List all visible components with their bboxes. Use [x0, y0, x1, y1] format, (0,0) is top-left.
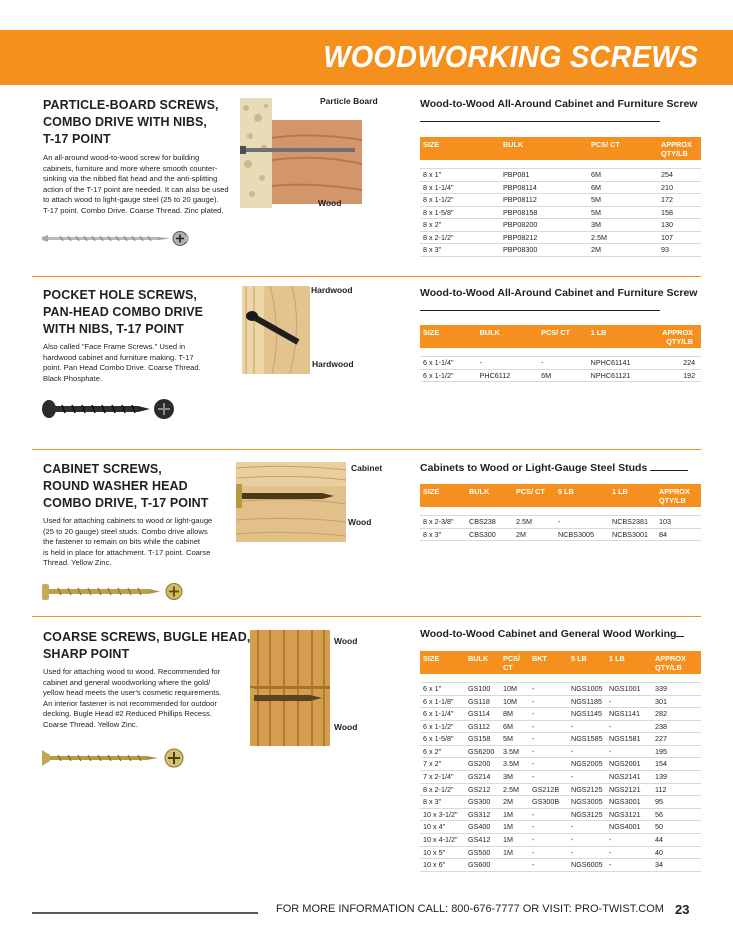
- description-line: Coarse Thread. Yellow Zinc.: [43, 719, 138, 729]
- table-cell: GS400: [465, 821, 500, 834]
- title-rule: [650, 461, 688, 471]
- section-4-description: [43, 667, 233, 731]
- table-cell: 8 x 1": [420, 168, 500, 181]
- table-cell: 1M: [500, 846, 529, 859]
- table-row: [420, 194, 701, 207]
- table-cell: GS212B: [529, 783, 568, 796]
- table-cell: CBS300: [466, 528, 513, 541]
- table-cell: -: [529, 846, 568, 859]
- table-cell: -: [538, 356, 588, 369]
- section-divider: [32, 616, 701, 617]
- table-cell: -: [529, 733, 568, 746]
- table-cell: 107: [658, 231, 701, 244]
- table-title-text: Wood-to-Wood All-Around Cabinet and Furniture Screw: [420, 98, 698, 110]
- table-cell: 5M: [588, 206, 658, 219]
- table-cell: GS100: [465, 682, 500, 695]
- table-cell: 195: [652, 745, 701, 758]
- section-1-table: [420, 137, 701, 257]
- description-line: T-17 point. Combo Drive. Coarse Thread. Zinc plated.: [43, 205, 224, 215]
- illustration-label: Wood: [334, 636, 358, 646]
- table-cell: 84: [656, 528, 701, 541]
- table-cell: -: [529, 834, 568, 847]
- header-cell: PCS/ CT: [500, 651, 529, 674]
- description-line: Used for attaching cabinets to wood or light-gauge: [43, 516, 213, 525]
- illustration-label: Wood: [334, 722, 358, 732]
- table-cell: 10 x 5": [420, 846, 465, 859]
- table-cell: -: [568, 834, 606, 847]
- section-4-table: [420, 651, 701, 872]
- spacer-cell: [420, 674, 701, 682]
- footer-rule: [32, 912, 258, 914]
- section-1-description: [43, 153, 233, 217]
- section-4-title: [43, 629, 250, 663]
- description-line: Also called "Face Frame Screws." Used in: [43, 342, 186, 351]
- table-cell: 3.5M: [500, 758, 529, 771]
- title-line: COMBO DRIVE, T-17 POINT: [43, 496, 209, 510]
- table-body: [420, 160, 701, 256]
- table-cell: 7 x 2": [420, 758, 465, 771]
- table-cell: 8 x 3": [420, 796, 465, 809]
- table-cell: NCBS3001: [609, 528, 656, 541]
- table-cell: -: [568, 821, 606, 834]
- table-cell: 8 x 1-5/8": [420, 206, 500, 219]
- coarse-screw-image: [40, 745, 190, 771]
- table-cell: 6 x 1": [420, 682, 465, 695]
- description-line: An all-around wood-to-wood screw for building: [43, 153, 200, 162]
- table-row: [420, 369, 701, 382]
- table-cell: -: [568, 846, 606, 859]
- header-cell: BULK: [465, 651, 500, 674]
- table-cell: 224: [659, 356, 701, 369]
- table-row: [420, 181, 701, 194]
- table-cell: 192: [659, 369, 701, 382]
- table-cell: PBP08158: [500, 206, 588, 219]
- table-cell: 5M: [588, 194, 658, 207]
- description-line: An interior fastener is not recommended for outdoor: [43, 698, 217, 708]
- description-line: Thread. Yellow Zinc.: [43, 558, 112, 568]
- table-cell: 56: [652, 808, 701, 821]
- table-cell: 2M: [513, 528, 555, 541]
- table-cell: 3M: [588, 219, 658, 232]
- table-cell: NGS3125: [568, 808, 606, 821]
- table-cell: -: [529, 808, 568, 821]
- header-cell: BULK: [477, 325, 539, 348]
- table-cell: -: [529, 695, 568, 708]
- cabinet-screw-image: [40, 579, 190, 605]
- table-cell: 8 x 1-1/2": [420, 194, 500, 207]
- table-cell: NGS2125: [568, 783, 606, 796]
- table-cell: 6 x 1-1/8": [420, 695, 465, 708]
- table-cell: 6M: [588, 168, 658, 181]
- section-1-table-title: [420, 97, 698, 127]
- header-cell: SIZE: [420, 325, 477, 348]
- table-cell: 6M: [538, 369, 588, 382]
- table-row: [420, 528, 701, 541]
- table-header-row: [420, 325, 701, 348]
- table-title-text: Wood-to-Wood All-Around Cabinet and Furniture Screw: [420, 287, 698, 299]
- table-spacer-row: [420, 160, 701, 168]
- title-line: SHARP POINT: [43, 647, 130, 661]
- title-line: PARTICLE-BOARD SCREWS,: [43, 98, 219, 112]
- table-cell: NGS2001: [606, 758, 652, 771]
- section-divider: [32, 449, 701, 450]
- table-cell: 1M: [500, 834, 529, 847]
- table-cell: CBS238: [466, 515, 513, 528]
- table-cell: 3M: [500, 771, 529, 784]
- table-cell: NGS6005: [568, 859, 606, 872]
- table-row: [420, 708, 701, 721]
- header-cell: APPROX QTY/LB: [658, 137, 701, 160]
- header-cell: 5 LB: [568, 651, 606, 674]
- description-line: cabinet and general woodworking where the gold/: [43, 677, 211, 687]
- table-header-row: [420, 137, 701, 160]
- description-line: yellow head meets the user's cosmetic requirements.: [43, 688, 222, 698]
- table-cell: GS500: [465, 846, 500, 859]
- table-cell: 40: [652, 846, 701, 859]
- table-row: [420, 821, 701, 834]
- header-cell: SIZE: [420, 484, 466, 507]
- table-cell: 34: [652, 859, 701, 872]
- title-line: PAN-HEAD COMBO DRIVE: [43, 305, 204, 319]
- table-header-row: [420, 484, 701, 507]
- table-cell: 10 x 3-1/2": [420, 808, 465, 821]
- table-cell: NGS1005: [568, 682, 606, 695]
- table-cell: 238: [652, 720, 701, 733]
- table-cell: -: [529, 745, 568, 758]
- table-cell: 6M: [588, 181, 658, 194]
- description-line: (25 to 20 gauge) steel studs. Combo drive allows: [43, 526, 208, 536]
- table-body: [420, 674, 701, 871]
- table-cell: PBP08200: [500, 219, 588, 232]
- title-line: COARSE SCREWS, BUGLE HEAD,: [43, 630, 251, 644]
- table-cell: 8 x 2-3/8": [420, 515, 466, 528]
- table-cell: 6 x 1-1/2": [420, 720, 465, 733]
- table-row: [420, 859, 701, 872]
- table-cell: 1M: [500, 808, 529, 821]
- header-cell: 5 LB: [555, 484, 609, 507]
- table-cell: 6M: [500, 720, 529, 733]
- table-title-text: Wood-to-Wood Cabinet and General Wood Working: [420, 628, 677, 640]
- table-cell: 2M: [500, 796, 529, 809]
- title-rule: [420, 301, 660, 311]
- section-divider: [32, 276, 701, 277]
- table-cell: NCBS3005: [555, 528, 609, 541]
- table-cell: 8M: [500, 708, 529, 721]
- table-cell: 10M: [500, 682, 529, 695]
- spacer-cell: [420, 507, 701, 515]
- table-cell: 1M: [500, 821, 529, 834]
- table-cell: 10 x 4-1/2": [420, 834, 465, 847]
- table-cell: 95: [652, 796, 701, 809]
- table-spacer-row: [420, 674, 701, 682]
- section-2-table: [420, 325, 701, 382]
- illustration-label: Wood: [348, 517, 372, 527]
- table-cell: 10M: [500, 695, 529, 708]
- section-3-description: [43, 516, 233, 569]
- table-cell: 227: [652, 733, 701, 746]
- illustration-label: Hardwood: [312, 359, 354, 369]
- title-rule: [676, 627, 684, 637]
- table-cell: NGS1585: [568, 733, 606, 746]
- table-cell: 2.5M: [588, 231, 658, 244]
- table-cell: NGS3121: [606, 808, 652, 821]
- table-row: [420, 771, 701, 784]
- section-3-table: [420, 484, 701, 541]
- table-cell: GS200: [465, 758, 500, 771]
- table-row: [420, 834, 701, 847]
- footer-contact: FOR MORE INFORMATION CALL: 800-676-7777 OR VISIT: PRO-TWIST.COM: [276, 903, 664, 915]
- section-2-title: [43, 287, 203, 338]
- title-line: T-17 POINT: [43, 132, 111, 146]
- table-cell: NGS2121: [606, 783, 652, 796]
- spacer-cell: [420, 160, 701, 168]
- table-body: [420, 348, 701, 381]
- header-cell: BKT: [529, 651, 568, 674]
- table-cell: -: [606, 859, 652, 872]
- description-line: hardwood cabinet and furniture making. T-17: [43, 352, 194, 362]
- table-cell: NGS3005: [568, 796, 606, 809]
- title-line: COMBO DRIVE WITH NIBS,: [43, 115, 208, 129]
- table-cell: -: [606, 846, 652, 859]
- table-row: [420, 231, 701, 244]
- wood-illustration: [250, 630, 330, 746]
- header-banner: [0, 30, 733, 85]
- illustration-label: Wood: [318, 198, 342, 208]
- table-row: [420, 219, 701, 232]
- table-cell: 8 x 2-1/2": [420, 231, 500, 244]
- description-line: Black Phosphate.: [43, 373, 103, 383]
- table-cell: -: [529, 859, 568, 872]
- title-line: ROUND WASHER HEAD: [43, 479, 188, 493]
- table-cell: 301: [652, 695, 701, 708]
- description-line: action of the T-17 point are needed. It can also be used: [43, 184, 229, 194]
- table-cell: 93: [658, 244, 701, 257]
- table-row: [420, 695, 701, 708]
- table-cell: 2M: [588, 244, 658, 257]
- header-cell: SIZE: [420, 651, 465, 674]
- title-rule: [420, 112, 660, 122]
- table-cell: NGS4001: [606, 821, 652, 834]
- section-3-table-title: [420, 461, 698, 476]
- table-cell: NGS2141: [606, 771, 652, 784]
- header-cell: APPROX QTY/LB: [656, 484, 701, 507]
- table-cell: NGS1001: [606, 682, 652, 695]
- description-line: decking. Bugle Head #2 Reduced Phillips Recess.: [43, 709, 212, 719]
- table-cell: 2.5M: [513, 515, 555, 528]
- table-cell: NGS2005: [568, 758, 606, 771]
- description-line: Used for attaching wood to wood. Recommended for: [43, 667, 221, 676]
- table-cell: -: [529, 708, 568, 721]
- header-cell: PCS/ CT: [588, 137, 658, 160]
- header-cell: BULK: [466, 484, 513, 507]
- table-cell: 254: [658, 168, 701, 181]
- description-line: to attach wood to light-gauge steel (25 to 20 gauge).: [43, 195, 219, 205]
- table-cell: GS300B: [529, 796, 568, 809]
- table-cell: NGS1145: [568, 708, 606, 721]
- particle-board-illustration: [240, 98, 362, 208]
- table-cell: -: [529, 758, 568, 771]
- table-cell: GS158: [465, 733, 500, 746]
- table-cell: -: [606, 745, 652, 758]
- header-cell: 1 LB: [588, 325, 660, 348]
- title-line: CABINET SCREWS,: [43, 462, 162, 476]
- table-cell: 103: [656, 515, 701, 528]
- table-cell: PBP081: [500, 168, 588, 181]
- table-cell: -: [568, 745, 606, 758]
- title-line: POCKET HOLE SCREWS,: [43, 288, 197, 302]
- section-1-title: [43, 97, 219, 148]
- table-cell: 8 x 2": [420, 219, 500, 232]
- spacer-cell: [420, 348, 701, 356]
- table-row: [420, 796, 701, 809]
- table-cell: NPHC61121: [588, 369, 660, 382]
- header-cell: PCS/ CT: [538, 325, 588, 348]
- illustration-label: Particle Board: [320, 96, 378, 106]
- table-cell: -: [529, 682, 568, 695]
- table-row: [420, 168, 701, 181]
- header-cell: APPROX QTY/LB: [659, 325, 701, 348]
- table-cell: -: [529, 720, 568, 733]
- table-cell: GS114: [465, 708, 500, 721]
- description-line: cabinets, furniture and more where smooth counter-: [43, 163, 218, 173]
- table-cell: 10 x 6": [420, 859, 465, 872]
- table-row: [420, 758, 701, 771]
- table-cell: GS214: [465, 771, 500, 784]
- table-cell: 10 x 4": [420, 821, 465, 834]
- section-4-table-title: [420, 627, 698, 642]
- section-3-title: [43, 461, 209, 512]
- table-cell: NCBS2381: [609, 515, 656, 528]
- table-cell: 2.5M: [500, 783, 529, 796]
- table-cell: 7 x 2-1/4": [420, 771, 465, 784]
- table-cell: 130: [658, 219, 701, 232]
- title-line: WITH NIBS, T-17 POINT: [43, 322, 184, 336]
- table-cell: 154: [652, 758, 701, 771]
- table-cell: 8 x 2-1/2": [420, 783, 465, 796]
- table-row: [420, 808, 701, 821]
- table-cell: -: [529, 771, 568, 784]
- table-cell: -: [529, 821, 568, 834]
- description-line: sinking via the nibbed flat head and the anti-splitting: [43, 174, 218, 184]
- table-title-text: Cabinets to Wood or Light-Gauge Steel Studs: [420, 462, 648, 474]
- screw-head-icon: [146, 226, 186, 252]
- pocket-hole-screw-image: [40, 396, 190, 422]
- table-cell: GS118: [465, 695, 500, 708]
- table-cell: 6 x 1-5/8": [420, 733, 465, 746]
- table-cell: 50: [652, 821, 701, 834]
- table-cell: 8 x 3": [420, 528, 466, 541]
- table-row: [420, 846, 701, 859]
- table-cell: 339: [652, 682, 701, 695]
- page-number: 23: [675, 902, 690, 917]
- description-line: point. Pan Head Combo Drive. Coarse Thread.: [43, 363, 201, 373]
- table-cell: -: [606, 695, 652, 708]
- table-header-row: [420, 651, 701, 674]
- table-row: [420, 244, 701, 257]
- table-cell: 6 x 1-1/4": [420, 708, 465, 721]
- table-cell: PBP08112: [500, 194, 588, 207]
- header-cell: SIZE: [420, 137, 500, 160]
- table-cell: GS6200: [465, 745, 500, 758]
- illustration-label: Cabinet: [351, 463, 383, 473]
- table-cell: -: [606, 834, 652, 847]
- description-line: the fastener to remain on bits while the cabinet: [43, 537, 201, 547]
- table-cell: GS212: [465, 783, 500, 796]
- table-cell: NGS1581: [606, 733, 652, 746]
- table-cell: PBP08212: [500, 231, 588, 244]
- table-cell: 112: [652, 783, 701, 796]
- table-cell: -: [568, 771, 606, 784]
- table-cell: 8 x 3": [420, 244, 500, 257]
- table-cell: GS112: [465, 720, 500, 733]
- table-cell: PBP08300: [500, 244, 588, 257]
- table-cell: -: [606, 720, 652, 733]
- header-cell: 1 LB: [606, 651, 652, 674]
- table-row: [420, 745, 701, 758]
- table-cell: 172: [658, 194, 701, 207]
- description-line: is held in place for attachment. T-17 point. Coarse: [43, 547, 211, 557]
- table-spacer-row: [420, 507, 701, 515]
- header-cell: APPROX QTY/LB: [652, 651, 701, 674]
- table-row: [420, 206, 701, 219]
- table-cell: -: [568, 720, 606, 733]
- table-cell: 8 x 1-1/4": [420, 181, 500, 194]
- table-row: [420, 733, 701, 746]
- table-cell: 6 x 2": [420, 745, 465, 758]
- cabinet-illustration: [236, 462, 346, 542]
- hardwood-illustration: [242, 286, 310, 374]
- table-cell: 158: [658, 206, 701, 219]
- table-cell: 139: [652, 771, 701, 784]
- table-cell: 210: [658, 181, 701, 194]
- table-row: [420, 720, 701, 733]
- table-cell: NPHC61141: [588, 356, 660, 369]
- header-cell: PCS/ CT: [513, 484, 555, 507]
- table-cell: GS312: [465, 808, 500, 821]
- table-cell: 282: [652, 708, 701, 721]
- section-2-description: [43, 342, 233, 384]
- table-cell: -: [477, 356, 539, 369]
- table-cell: GS600: [465, 859, 500, 872]
- table-row: [420, 783, 701, 796]
- section-2-table-title: [420, 286, 698, 316]
- table-cell: 6 x 1-1/2": [420, 369, 477, 382]
- table-cell: [500, 859, 529, 872]
- table-cell: 44: [652, 834, 701, 847]
- table-cell: GS412: [465, 834, 500, 847]
- table-spacer-row: [420, 348, 701, 356]
- header-cell: 1 LB: [609, 484, 656, 507]
- table-cell: NGS3001: [606, 796, 652, 809]
- table-cell: NGS1185: [568, 695, 606, 708]
- table-body: [420, 507, 701, 540]
- table-cell: 3.5M: [500, 745, 529, 758]
- page-title: WOODWORKING SCREWS: [323, 39, 698, 74]
- illustration-label: Hardwood: [311, 285, 353, 295]
- table-cell: GS300: [465, 796, 500, 809]
- header-cell: BULK: [500, 137, 588, 160]
- table-row: [420, 515, 701, 528]
- table-cell: PHC6112: [477, 369, 539, 382]
- table-cell: 5M: [500, 733, 529, 746]
- table-cell: PBP08114: [500, 181, 588, 194]
- table-cell: NGS1141: [606, 708, 652, 721]
- table-cell: 6 x 1-1/4": [420, 356, 477, 369]
- table-row: [420, 682, 701, 695]
- table-row: [420, 356, 701, 369]
- table-cell: -: [555, 515, 609, 528]
